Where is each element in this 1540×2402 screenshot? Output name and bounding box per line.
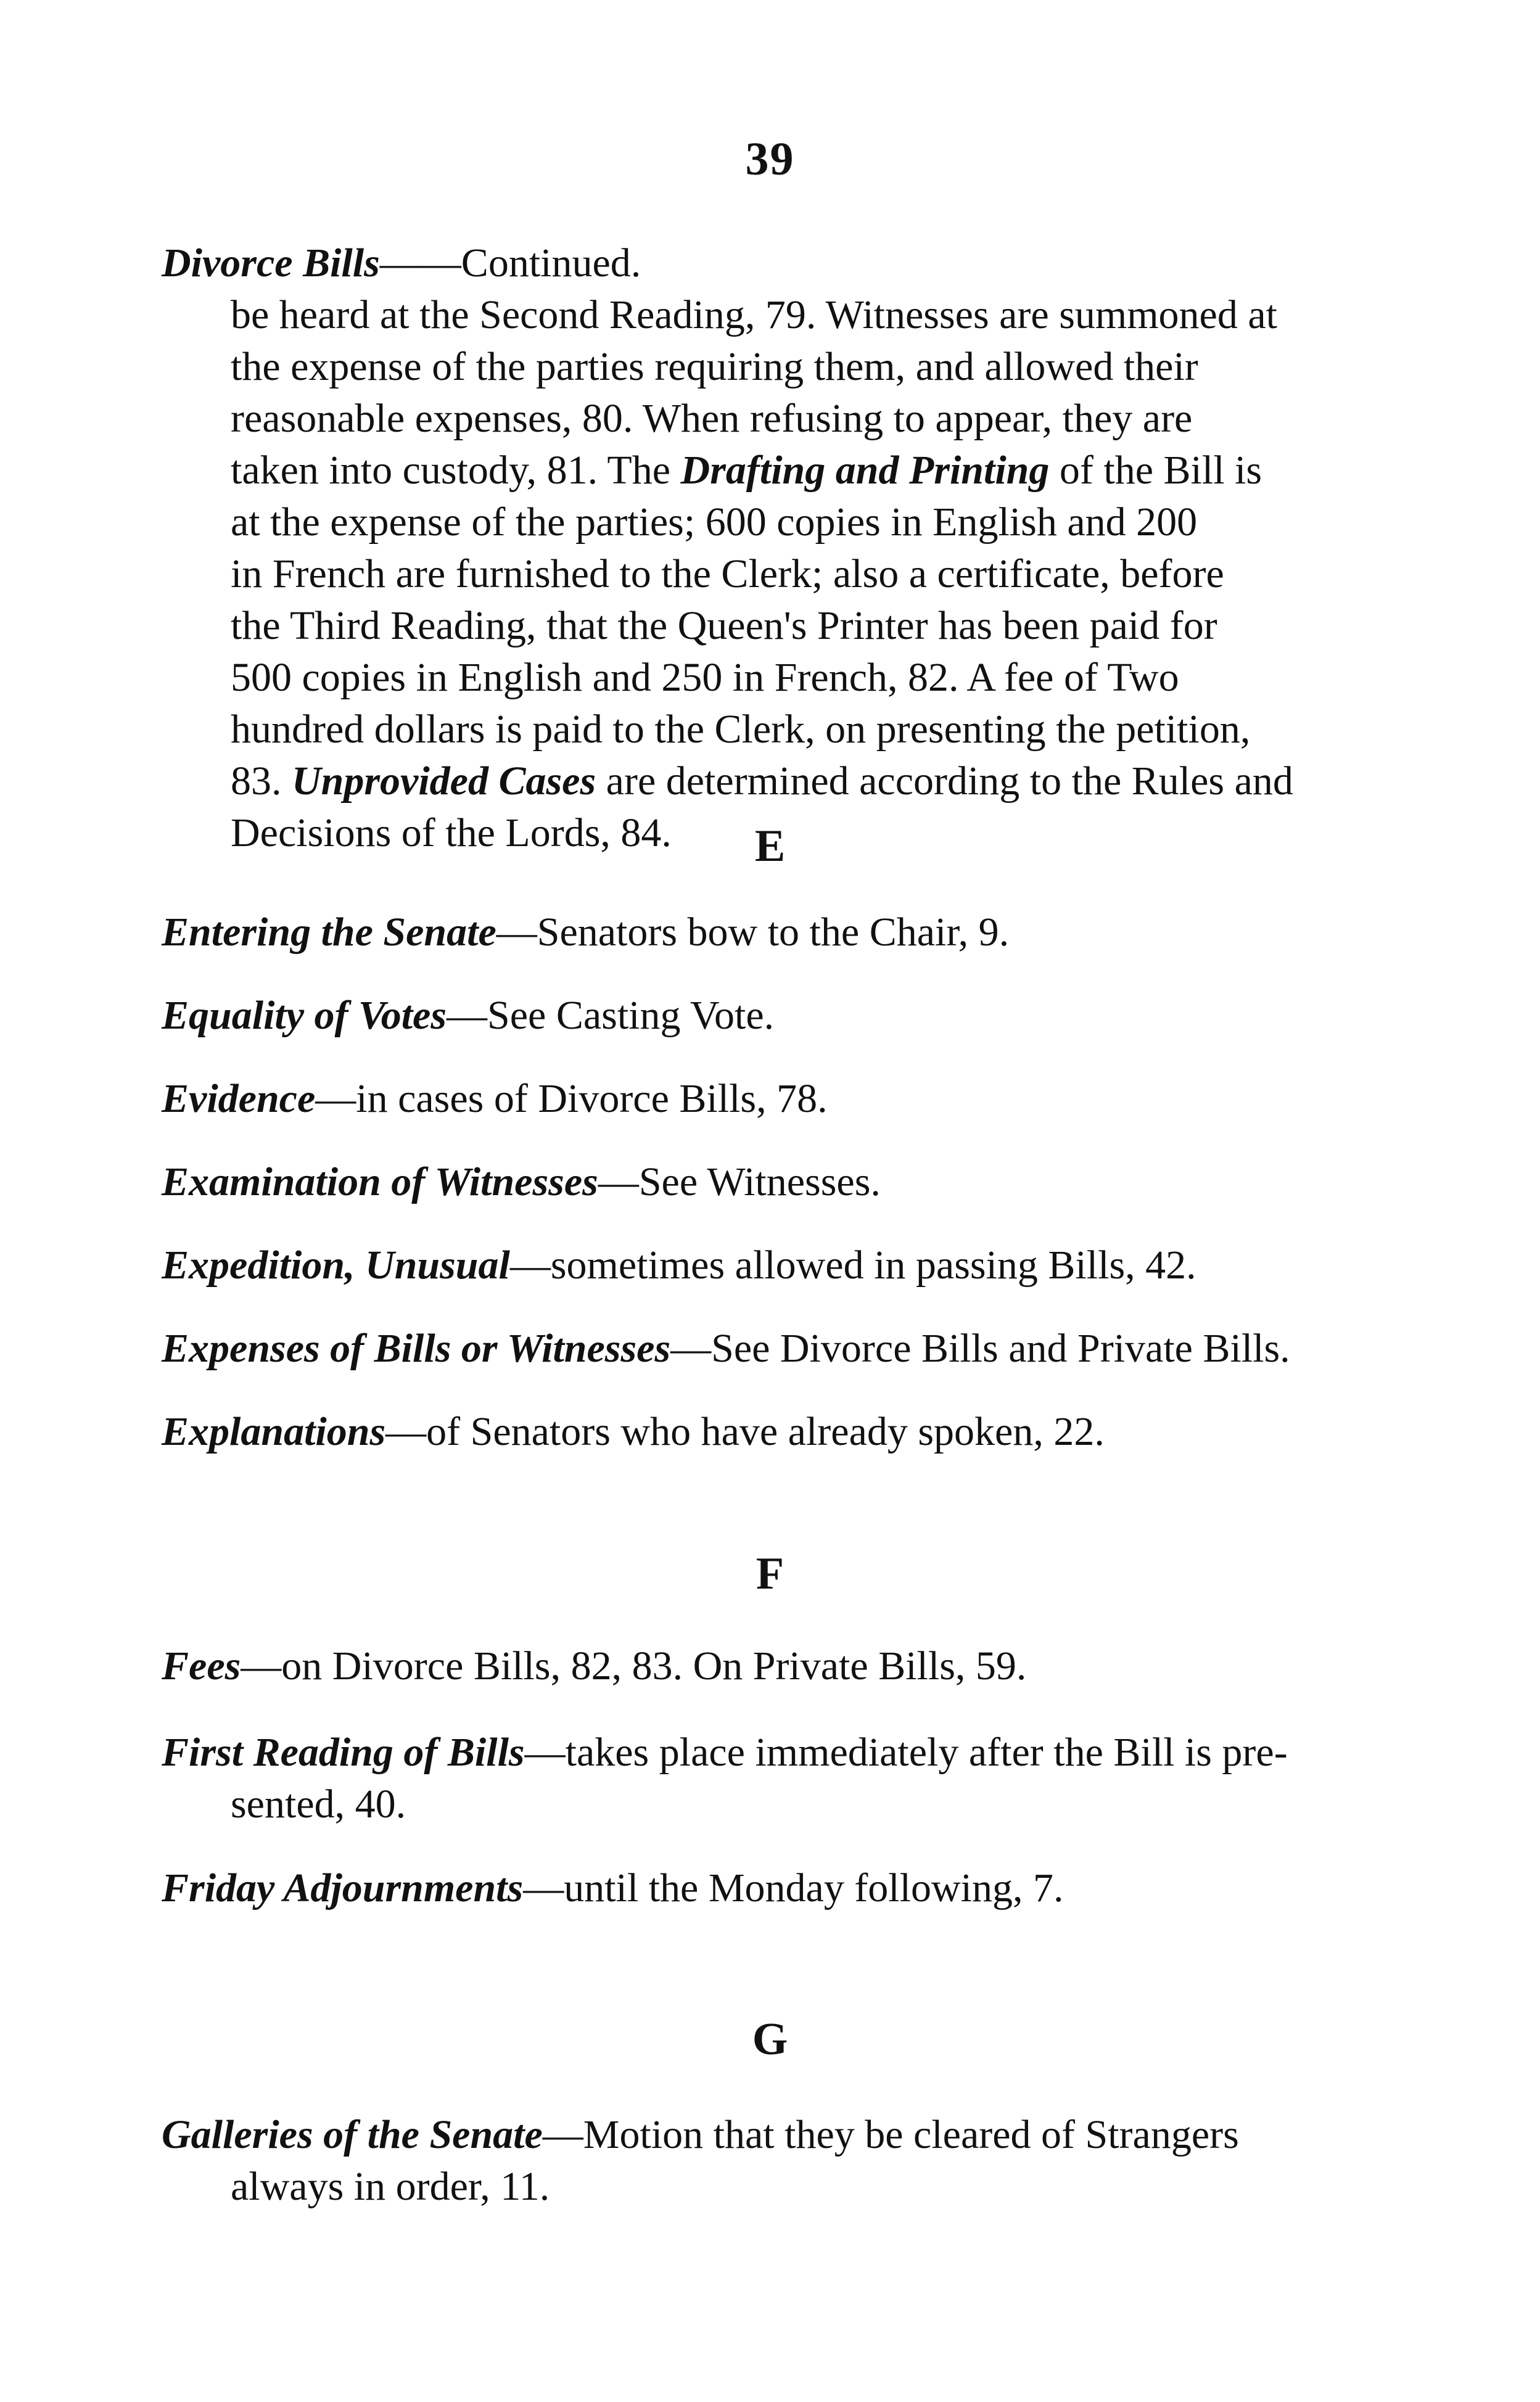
index-term: Friday Adjournments — [162, 1865, 524, 1910]
entry-continuation: sented, 40. — [231, 1782, 406, 1827]
entry-text: —of Senators who have already spoken, 22. — [385, 1409, 1105, 1454]
index-entry — [162, 2109, 1395, 2213]
body-line: 83. — [231, 759, 292, 804]
section-heading-g: G — [752, 2014, 788, 2065]
entry-text: —in cases of Divorce Bills, 78. — [315, 1076, 828, 1121]
entry-text: —Motion that they be cleared of Strangers — [542, 2112, 1239, 2157]
index-term: Explanations — [162, 1409, 386, 1454]
body-line: taken into custody, 81. The — [231, 448, 681, 493]
page-number: 39 — [745, 133, 795, 185]
index-term: Galleries of the Senate — [162, 2112, 543, 2157]
entry-text: —takes place immediately after the Bill is pre- — [524, 1730, 1288, 1775]
italic-phrase: Unprovided Cases — [292, 759, 596, 804]
body-line: at the expense of the parties; 600 copies in English and 200 — [231, 500, 1198, 545]
continued-label: ——Continued. — [379, 241, 641, 286]
body-line: hundred dollars is paid to the Clerk, on presenting the petition, — [231, 707, 1251, 752]
index-entry — [162, 1862, 1395, 1914]
index-entry — [162, 1640, 1395, 1692]
entry-text: —on Divorce Bills, 82, 83. On Private Bills, 59. — [241, 1643, 1027, 1688]
body-line: in French are furnished to the Clerk; also a certificate, before — [231, 551, 1224, 596]
index-term: Examination of Witnesses — [162, 1159, 598, 1204]
index-term: Fees — [162, 1643, 241, 1688]
body-line: reasonable expenses, 80. When refusing to appear, they are — [231, 396, 1193, 441]
divorce-bills-heading — [162, 237, 1395, 289]
body-line: are determined according to the Rules and — [596, 759, 1293, 804]
body-line: the Third Reading, that the Queen's Printer has been paid for — [231, 603, 1217, 648]
entry-text: —until the Monday following, 7. — [523, 1865, 1064, 1910]
section-heading-f: F — [756, 1549, 784, 1599]
entry-text: —See Witnesses. — [598, 1159, 881, 1204]
index-entry — [162, 1323, 1395, 1375]
body-line: Decisions of the Lords, 84. — [231, 810, 672, 855]
index-entry — [162, 990, 1395, 1042]
italic-phrase: Drafting and Printing — [680, 448, 1050, 493]
body-line: be heard at the Second Reading, 79. Witnesses are summoned at — [231, 292, 1277, 337]
index-entry — [162, 1156, 1395, 1208]
divorce-bills-entry — [162, 237, 1395, 859]
index-term: Evidence — [162, 1076, 316, 1121]
index-entry — [162, 1406, 1395, 1458]
index-entry — [162, 1727, 1395, 1830]
index-entry — [162, 1073, 1395, 1125]
entry-continuation: always in order, 11. — [231, 2164, 550, 2209]
index-term: Equality of Votes — [162, 993, 447, 1038]
body-line: the expense of the parties requiring them, and allowed their — [231, 344, 1198, 389]
entry-body — [162, 289, 1395, 859]
index-entry — [162, 907, 1395, 958]
entry-text: —Senators bow to the Chair, 9. — [496, 910, 1010, 955]
body-line: 500 copies in English and 250 in French, 82. A fee of Two — [231, 655, 1179, 700]
entry-text: —See Casting Vote. — [447, 993, 775, 1038]
section-heading-e: E — [754, 821, 786, 871]
index-term: Divorce Bills — [162, 241, 380, 286]
index-term: Expedition, Unusual — [162, 1243, 510, 1288]
index-term: Entering the Senate — [162, 910, 496, 955]
entry-text: —sometimes allowed in passing Bills, 42. — [509, 1243, 1196, 1288]
index-entry — [162, 1240, 1395, 1291]
entry-text: —See Divorce Bills and Private Bills. — [670, 1326, 1290, 1371]
index-term: First Reading of Bills — [162, 1730, 525, 1775]
body-line: of the Bill is — [1049, 448, 1262, 493]
index-term: Expenses of Bills or Witnesses — [162, 1326, 671, 1371]
